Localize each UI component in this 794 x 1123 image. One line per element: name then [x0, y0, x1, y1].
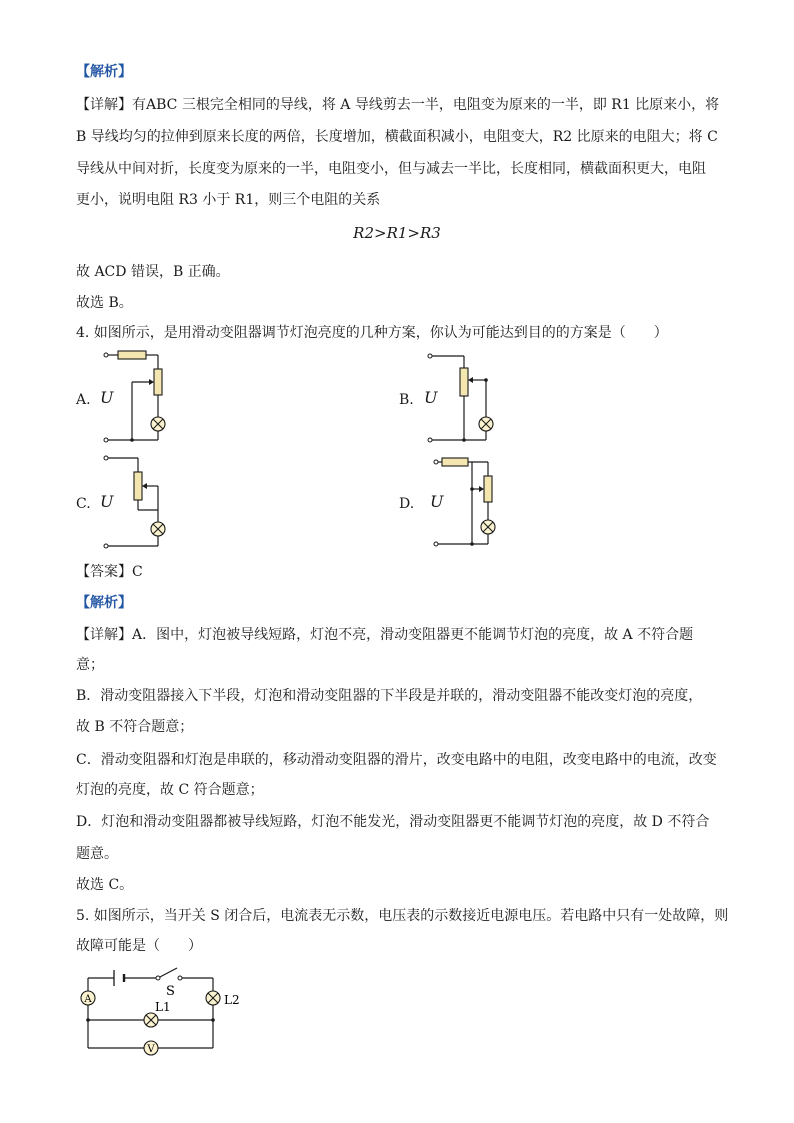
rheostat-icon — [484, 476, 492, 502]
bulb-icon — [479, 417, 493, 431]
explanation-line-3: B．滑动变阻器接入下半段，灯泡和滑动变阻器的下半段是并联的，滑动变阻器不能改变灯泡的亮度， — [76, 688, 703, 704]
answer-line: 【答案】C — [76, 564, 143, 580]
ammeter-label: A — [84, 994, 92, 1005]
detail-line-1: 【详解】有ABC 三根完全相同的导线，将 A 导线剪去一半，电阻变为原来的一半，即 R1 比原来小，将 — [76, 97, 720, 113]
option-d-label: D. — [399, 496, 415, 512]
detail-line-3: 导线从中间对折，长度变为原来的一半，电阻变小，但与减去一半比，长度相同，横截面积更大，电阻 — [76, 161, 706, 177]
analysis-heading: 【解析】 — [76, 64, 132, 80]
conclusion-line: 故 ACD 错误，B 正确。 — [76, 264, 230, 280]
explanation-line-5: C．滑动变阻器和灯泡是串联的，移动滑动变阻器的滑片，改变电路中的电阻，改变电路中的电流，改变 — [76, 752, 717, 768]
rheostat-icon — [154, 369, 162, 395]
battery-icon — [114, 970, 124, 986]
detail-line-2: B 导线均匀的拉伸到原来长度的两倍，长度增加，横截面积减小，电阻变大，R2 比原来的电阻大；将 C — [76, 129, 718, 145]
explanation-line-8: 题意。 — [76, 846, 118, 862]
explanation-line-4: 故 B 不符合题意； — [76, 719, 194, 735]
circuit-d-diagram — [428, 452, 508, 552]
circuit-b-diagram — [424, 350, 504, 450]
lamp1-label: L1 — [155, 1000, 171, 1014]
resistance-formula: R2>R1>R3 — [353, 224, 441, 242]
analysis-heading-2: 【解析】 — [76, 595, 132, 611]
explanation-line-7: D．灯泡和滑动变阻器都被导线短路，灯泡不能发光，滑动变阻器更不能调节灯泡的亮度，故 D 不符合 — [76, 814, 710, 830]
resistor-icon — [442, 458, 468, 466]
rheostat-icon — [134, 472, 142, 500]
question-5-stem-1: 5. 如图所示，当开关 S 闭合后，电流表无示数，电压表的示数接近电源电压。若电路中只有一处故障，则 — [76, 908, 729, 924]
option-d-voltage: U — [430, 492, 444, 511]
choice-line: 故选 B。 — [76, 295, 133, 311]
circuit-a-diagram — [96, 345, 176, 445]
circuit-q5-diagram — [76, 964, 256, 1064]
option-c-label: C. — [76, 496, 91, 512]
voltmeter-label: V — [147, 1044, 155, 1055]
option-b-voltage: U — [424, 388, 438, 407]
choice-line-2: 故选 C。 — [76, 877, 134, 893]
option-c-voltage: U — [100, 492, 114, 511]
question-5-stem-2: 故障可能是（ ） — [76, 938, 202, 954]
explanation-line-6: 灯泡的亮度，故 C 符合题意； — [76, 782, 264, 798]
lamp2-label: L2 — [224, 993, 240, 1007]
option-a-label: A. — [76, 392, 91, 408]
bulb-icon — [481, 520, 495, 534]
explanation-line-1: 【详解】A．图中，灯泡被导线短路，灯泡不亮，滑动变阻器更不能调节灯泡的亮度，故 A 不符合题 — [76, 627, 694, 643]
circuit-c-diagram — [96, 452, 176, 552]
bulb-icon — [151, 522, 165, 536]
bulb-icon — [206, 991, 220, 1005]
switch-icon — [156, 976, 182, 980]
rheostat-icon — [460, 368, 468, 396]
question-4-stem: 4. 如图所示，是用滑动变阻器调节灯泡亮度的几种方案，你认为可能达到目的的方案是（ ） — [76, 325, 668, 341]
explanation-line-2: 意； — [76, 657, 104, 673]
option-a-voltage: U — [100, 388, 114, 407]
detail-line-4: 更小，说明电阻 R3 小于 R1，则三个电阻的关系 — [76, 192, 381, 208]
option-b-label: B. — [399, 392, 414, 408]
switch-label: S — [166, 984, 175, 999]
resistor-icon — [118, 351, 146, 359]
bulb-icon — [151, 417, 165, 431]
bulb-icon — [144, 1013, 158, 1027]
